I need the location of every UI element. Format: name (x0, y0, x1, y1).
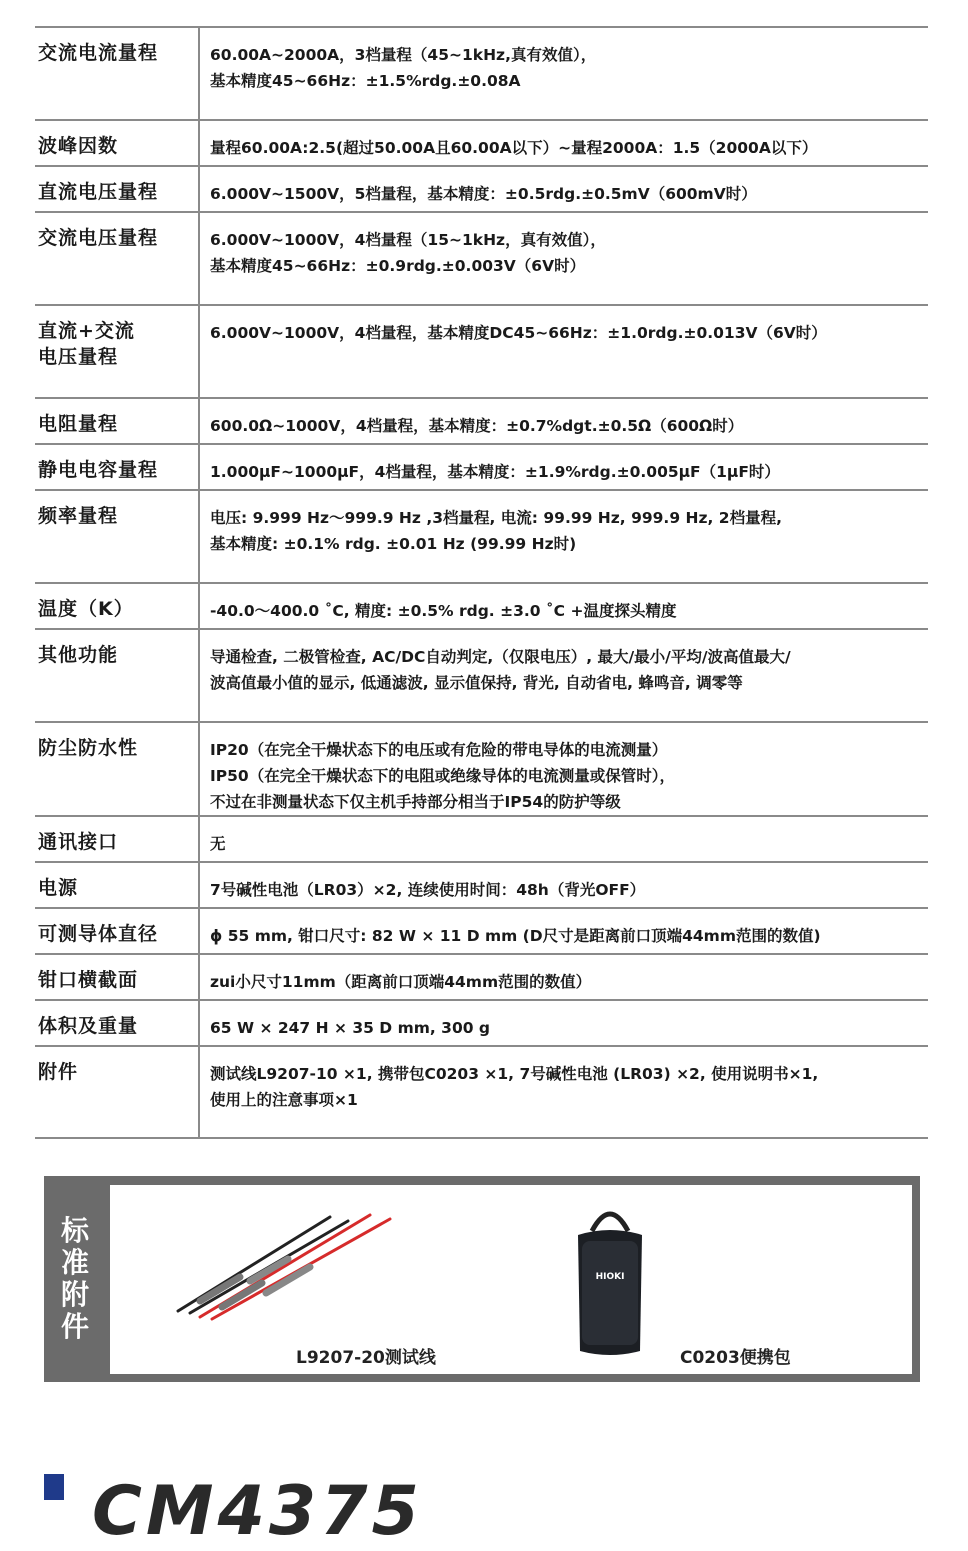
spec-label: 电源 (35, 862, 199, 908)
spec-label: 交流电流量程 (35, 27, 199, 120)
spec-label: 交流电压量程 (35, 212, 199, 305)
spec-value: 量程60.00A:2.5(超过50.00A且60.00A以下）~量程2000A：1.5（2000A以下） (210, 139, 818, 157)
accessories-side-title (44, 1176, 106, 1382)
spec-value: 60.00A~2000A，3档量程（45~1kHz,真有效值）， 基本精度45~66Hz：±1.5%rdg.±0.08A (210, 46, 597, 90)
spec-row (35, 120, 928, 166)
spec-value: zui小尺寸11mm（距离前口顶端44mm范围的数值） (210, 973, 592, 991)
spec-label: 体积及重量 (35, 1000, 199, 1046)
spec-row (35, 908, 928, 954)
spec-label: 直流+交流 电压量程 (35, 305, 199, 398)
model-accent-bar (44, 1474, 64, 1500)
spec-value: 6.000V~1500V，5档量程，基本精度：±0.5rdg.±0.5mV（600mV时） (210, 185, 757, 203)
spec-row (35, 862, 928, 908)
side-title-char: 标 (60, 1214, 89, 1247)
spec-label: 静电电容量程 (35, 444, 199, 490)
test-leads-caption: L9207-20测试线 (296, 1348, 436, 1368)
spec-row (35, 722, 928, 816)
spec-row (35, 954, 928, 1000)
spec-row (35, 1000, 928, 1046)
spec-label: 通讯接口 (35, 816, 199, 862)
spec-row (35, 212, 928, 305)
spec-value: 1.000μF~1000μF，4档量程，基本精度：±1.9%rdg.±0.005μF（1μF时） (210, 463, 780, 481)
carry-case-caption: C0203便携包 (680, 1348, 791, 1368)
side-title-char: 附 (60, 1278, 89, 1311)
accessories-inner (110, 1185, 912, 1374)
spec-label: 直流电压量程 (35, 166, 199, 212)
case-brand-label: HIOKI (595, 1272, 625, 1282)
spec-label: 可测导体直径 (35, 908, 199, 954)
standard-accessories-panel (44, 1176, 920, 1382)
spec-label: 波峰因数 (35, 120, 199, 166)
spec-value: -40.0～400.0 ˚C, 精度: ±0.5% rdg. ±3.0 ˚C +温度探头精度 (210, 602, 677, 620)
spec-value: ϕ 55 mm, 钳口尺寸: 82 W × 11 D mm (D尺寸是距离前口顶端44mm范围的数值) (210, 927, 821, 945)
model-title: CM4375 (92, 1472, 423, 1551)
spec-value: 导通检查, 二极管检查, AC/DC自动判定,（仅限电压）, 最大/最小/平均/波高值最大/ 波高值最小值的显示, 低通滤波, 显示值保持, 背光, 自动省电, 蜂鸣音, 调零等 (210, 648, 791, 692)
spec-value: IP20（在完全干燥状态下的电压或有危险的带电导体的电流测量） IP50（在完全干燥状态下的电阻或绝缘导体的电流测量或保管时）， 不过在非测量状态下仅主机手持部分相当于IP54的防护等级 (210, 741, 675, 811)
spec-label: 频率量程 (35, 490, 199, 583)
spec-row (35, 490, 928, 583)
spec-value: 7号碱性电池（LR03）×2, 连续使用时间：48h（背光OFF） (210, 881, 646, 899)
spec-row (35, 629, 928, 722)
spec-row (35, 444, 928, 490)
spec-value: 无 (210, 835, 226, 853)
carry-case-icon (570, 1201, 650, 1361)
test-leads-icon (170, 1209, 410, 1329)
spec-value: 电压: 9.999 Hz～999.9 Hz ,3档量程, 电流: 99.99 Hz, 999.9 Hz, 2档量程, 基本精度: ±0.1% rdg. ±0.01 Hz (99.99 Hz时) (210, 509, 782, 553)
spec-label: 其他功能 (35, 629, 199, 722)
spec-row (35, 27, 928, 120)
spec-row (35, 398, 928, 444)
spec-label: 附件 (35, 1046, 199, 1138)
spec-label: 温度（K） (35, 583, 199, 629)
spec-label: 电阻量程 (35, 398, 199, 444)
spec-label: 钳口横截面 (35, 954, 199, 1000)
spec-table (35, 26, 928, 1139)
spec-row (35, 305, 928, 398)
spec-row (35, 1046, 928, 1138)
spec-value: 测试线L9207-10 ×1, 携带包C0203 ×1, 7号碱性电池 (LR03) ×2, 使用说明书×1, 使用上的注意事项×1 (210, 1065, 819, 1109)
spec-row (35, 166, 928, 212)
side-title-char: 件 (60, 1310, 89, 1343)
side-title-char: 准 (60, 1246, 89, 1279)
spec-row (35, 583, 928, 629)
spec-value: 6.000V~1000V，4档量程（15~1kHz，真有效值）， 基本精度45~66Hz：±0.9rdg.±0.003V（6V时） (210, 231, 606, 275)
spec-value: 6.000V~1000V，4档量程，基本精度DC45~66Hz：±1.0rdg.±0.013V（6V时） (210, 324, 827, 342)
spec-value: 65 W × 247 H × 35 D mm, 300 g (210, 1019, 491, 1037)
spec-value: 600.0Ω~1000V，4档量程，基本精度：±0.7%dgt.±0.5Ω（600Ω时） (210, 417, 744, 435)
spec-row (35, 816, 928, 862)
spec-label: 防尘防水性 (35, 722, 199, 816)
